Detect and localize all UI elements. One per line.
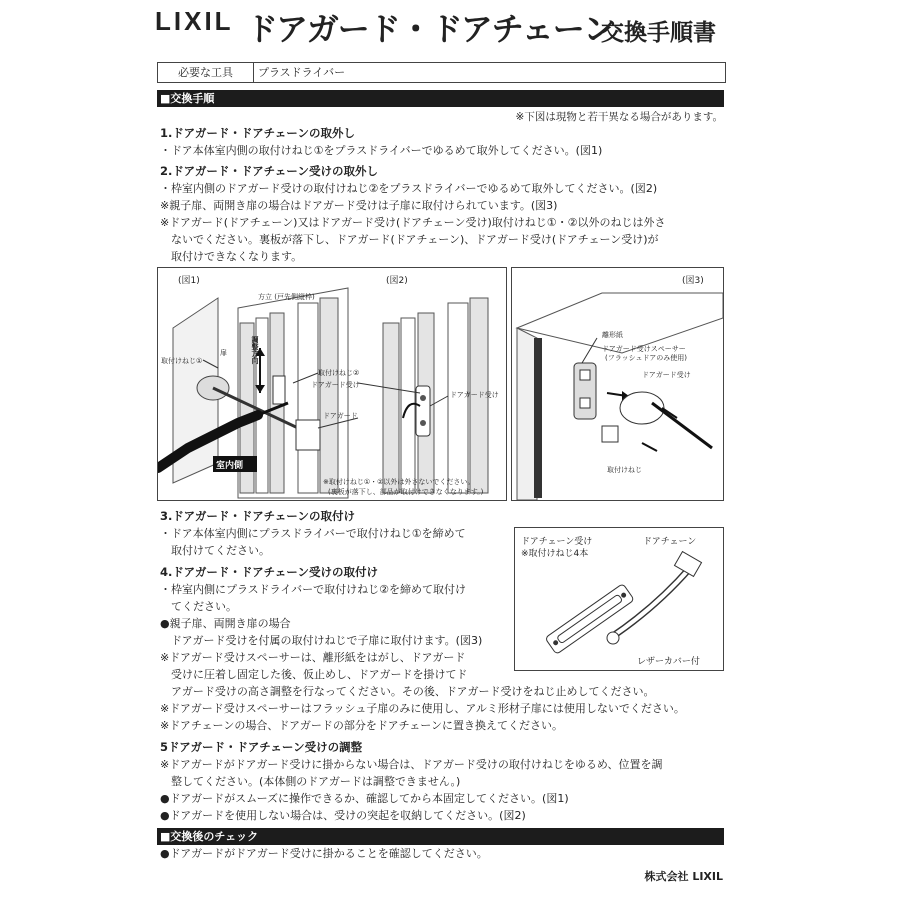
spacer-note: (フラッシュドアのみ使用) xyxy=(605,354,687,362)
fig12-note2: (裏板が落下し、部品が取付けできなくなります。) xyxy=(328,488,484,496)
lixil-logo: LIXIL xyxy=(155,6,234,36)
step2-line: ※ドアガード(ドアチェーン)又はドアガード受け(ドアチェーン受け)取付けねじ①・②以外のねじは外さ xyxy=(160,216,666,229)
step4-line: ※ドアチェーンの場合、ドアガードの部分をドアチェーンに置き換えてください。 xyxy=(160,719,564,732)
figure-1-2 xyxy=(157,267,507,501)
spacer-label: ドアガード受けスペーサー xyxy=(602,345,686,353)
fig2-label: (図2) xyxy=(386,276,408,286)
guard-recv-label-fig2: ドアガード受け xyxy=(450,391,499,399)
leather-cover-label: レザーカバー付 xyxy=(637,657,700,667)
step2-line: ※親子扉、両開き扉の場合はドアガード受けは子扉に取付けられています。(図3) xyxy=(160,199,558,212)
step5-line: ●ドアガードを使用しない場合は、受けの突起を収納してください。(図2) xyxy=(160,809,526,822)
step5-line: ※ドアガードがドアガード受けに掛からない場合は、ドアガード受けの取付けねじをゆるめ、位置を調 xyxy=(160,758,663,771)
step1-heading: 1.ドアガード・ドアチェーンの取外し xyxy=(160,126,355,140)
fig1-label: (図1) xyxy=(178,276,200,286)
step5-heading: 5ドアガード・ドアチェーン受けの調整 xyxy=(160,740,363,754)
indoor-label: 室内側 xyxy=(216,461,244,471)
tools-table xyxy=(157,62,726,83)
chain-recv-label: ドアチェーン受け xyxy=(521,537,593,547)
chain-screws-label: ※取付けねじ4本 xyxy=(521,549,589,559)
step5-line: ●ドアガードがスムーズに操作できるか、確認してから本固定してください。(図1) xyxy=(160,792,569,805)
fig3-guard-recv-label: ドアガード受け xyxy=(642,371,691,379)
fig3-label: (図3) xyxy=(682,276,704,286)
tools-label: 必要な工具 xyxy=(158,63,254,82)
step1-line: ・ドア本体室内側の取付けねじ①をプラスドライバーでゆるめて取外してください。(図1) xyxy=(160,144,603,157)
tools-value: プラスドライバー xyxy=(258,66,346,79)
page-subtitle: 交換手順書 xyxy=(601,20,716,46)
step4-heading: 4.ドアガード・ドアチェーン受けの取付け xyxy=(160,565,378,579)
step2-line: ・枠室内側のドアガード受けの取付けねじ②をプラスドライバーでゆるめて取外してください。(図2) xyxy=(160,182,658,195)
step4-line: ●親子扉、両開き扉の場合 xyxy=(160,617,291,630)
page-title: ドアガード・ドアチェーン xyxy=(246,10,615,48)
guard-label: ドアガード xyxy=(323,412,358,420)
screw2-label: 取付けねじ② xyxy=(318,369,360,377)
step2-heading: 2.ドアガード・ドアチェーン受けの取外し xyxy=(160,164,378,178)
step3-line: 取付けてください。 xyxy=(160,544,270,557)
check-line: ●ドアガードがドアガード受けに掛かることを確認してください。 xyxy=(160,847,488,860)
step4-line: てください。 xyxy=(160,600,237,613)
step3-heading: 3.ドアガード・ドアチェーンの取付け xyxy=(160,509,355,523)
chain-figure xyxy=(514,527,724,671)
step2-line: 取付けできなくなります。 xyxy=(160,250,303,263)
figure-3 xyxy=(511,267,724,501)
fig12-note1: ※取付けねじ①・②以外は外さないでください。 xyxy=(323,478,475,486)
step3-line: ・ドア本体室内側にプラスドライバーで取付けねじ①を締めて xyxy=(160,527,466,540)
step4-line: ・枠室内側にプラスドライバーで取付けねじ②を締めて取付け xyxy=(160,583,466,596)
step4-line: ドアガード受けを付属の取付けねじで子扉に取付けます。(図3) xyxy=(160,634,483,647)
footer-company: 株式会社 LIXIL xyxy=(644,870,723,883)
step4-line: ※ドアガード受けスペーサーはフラッシュ子扉のみに使用し、アルミ形材子扉には使用しないでください。 xyxy=(160,702,685,715)
fig3-screw-label: 取付けねじ xyxy=(607,466,642,474)
step4-line: アガード受けの高さ調整を行なってください。その後、ドアガード受けをねじ止めしてください。 xyxy=(160,685,655,698)
step4-line: ※ドアガード受けスペーサーは、離形紙をはがし、ドアガード xyxy=(160,651,466,664)
tobira-label: 扉 xyxy=(220,349,227,357)
release-label: 離形紙 xyxy=(602,331,623,339)
note-top: ※下図は現物と若干異なる場合があります。 xyxy=(515,111,723,123)
guard-recv-label: ドアガード受け xyxy=(311,381,360,389)
screw1-label: 取付けねじ① xyxy=(161,357,203,365)
chain-label: ドアチェーン xyxy=(643,537,697,547)
adjust-label: 調整方向 xyxy=(251,336,259,364)
section-check-bar: ■交換後のチェック xyxy=(157,828,724,845)
tachi-label: 方立 (戸先側縦枠) xyxy=(258,293,315,301)
step5-line: 整してください。(本体側のドアガードは調整できません。) xyxy=(160,775,461,788)
section-procedure-bar: ■交換手順 xyxy=(157,90,724,107)
step2-line: ないでください。裏板が落下し、ドアガード(ドアチェーン)、ドアガード受け(ドアチェーン受け)が xyxy=(160,233,659,246)
step4-line: 受けに圧着し固定した後、仮止めし、ドアガードを掛けてド xyxy=(160,668,468,681)
